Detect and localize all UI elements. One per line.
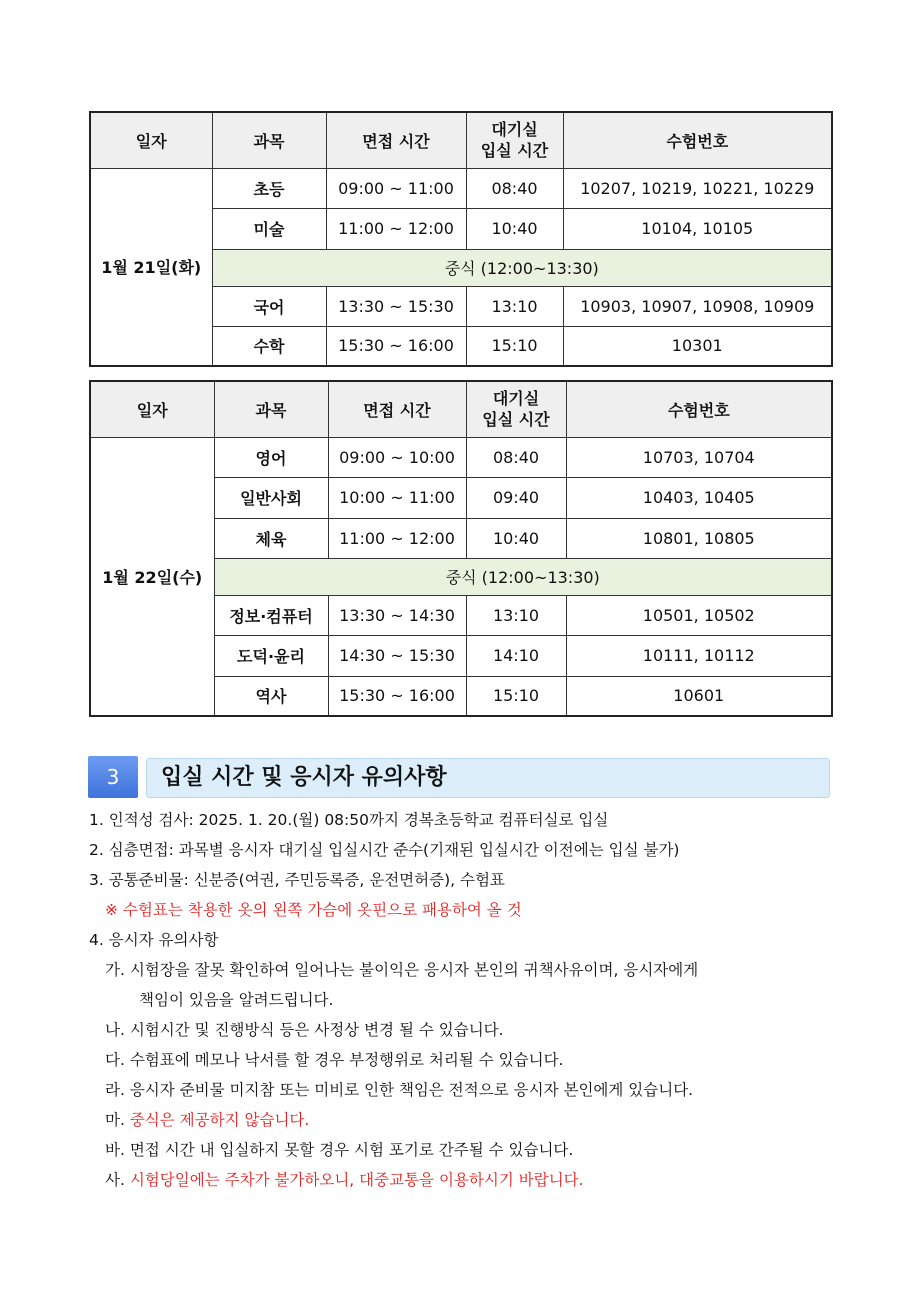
header-wait [466, 381, 566, 437]
ids-cell: 10501, 10502 [566, 595, 832, 635]
time-cell: 14:30 ~ 15:30 [328, 635, 466, 676]
ids-cell: 10403, 10405 [566, 477, 832, 518]
header-ids: 수험번호 [566, 381, 832, 437]
note-2: 2. 심층면접: 과목별 응시자 대기실 입실시간 준수(기재된 입실시간 이전에는 입실 불가) [89, 841, 680, 859]
header-date: 일자 [90, 112, 212, 168]
subject-cell: 정보·컴퓨터 [214, 595, 328, 635]
ids-cell: 10801, 10805 [566, 518, 832, 558]
time-cell: 09:00 ~ 11:00 [326, 168, 466, 208]
ids-cell: 10903, 10907, 10908, 10909 [563, 286, 832, 326]
subject-cell: 체육 [214, 518, 328, 558]
entry-cell: 13:10 [466, 286, 563, 326]
header-subject: 과목 [214, 381, 328, 437]
note-4-da: 다. 수험표에 메모나 낙서를 할 경우 부정행위로 처리될 수 있습니다. [105, 1051, 564, 1069]
time-cell: 13:30 ~ 15:30 [326, 286, 466, 326]
header-wait-line2: 입실 시간 [482, 410, 550, 430]
subject-cell: 미술 [212, 208, 326, 249]
table-row [90, 437, 832, 477]
time-cell: 09:00 ~ 10:00 [328, 437, 466, 477]
header-wait-line2: 입실 시간 [480, 141, 549, 161]
note-4-ma [89, 1105, 849, 1135]
header-time: 면접 시간 [326, 112, 466, 168]
date-cell: 1월 22일(수) [90, 437, 214, 716]
time-cell: 11:00 ~ 12:00 [328, 518, 466, 558]
note-3-warning: ※ 수험표는 착용한 옷의 왼쪽 가슴에 옷핀으로 패용하여 올 것 [105, 901, 522, 919]
subject-cell: 국어 [212, 286, 326, 326]
note-4-sa-text: 시험당일에는 주차가 불가하오니, 대중교통을 이용하시기 바랍니다. [129, 1171, 584, 1189]
header-ids: 수험번호 [563, 112, 832, 168]
subject-cell: 초등 [212, 168, 326, 208]
section-header [88, 756, 830, 798]
table-row [90, 168, 832, 208]
time-cell: 13:30 ~ 14:30 [328, 595, 466, 635]
entry-cell: 09:40 [466, 477, 566, 518]
entry-cell: 13:10 [466, 595, 566, 635]
note-4-sa [89, 1165, 849, 1195]
subject-cell: 도덕·윤리 [214, 635, 328, 676]
header-subject: 과목 [212, 112, 326, 168]
entry-cell: 08:40 [466, 168, 563, 208]
ids-cell: 10207, 10219, 10221, 10229 [563, 168, 832, 208]
ids-cell: 10601 [566, 676, 832, 716]
entry-cell: 10:40 [466, 518, 566, 558]
note-4-ba: 바. 면접 시간 내 입실하지 못할 경우 시험 포기로 간주될 수 있습니다. [105, 1141, 574, 1159]
date-cell: 1월 21일(화) [90, 168, 212, 366]
time-cell: 10:00 ~ 11:00 [328, 477, 466, 518]
entry-cell: 10:40 [466, 208, 563, 249]
time-cell: 15:30 ~ 16:00 [328, 676, 466, 716]
note-4-ga: 가. 시험장을 잘못 확인하여 일어나는 불이익은 응시자 본인의 귀책사유이며, 응시자에게 [105, 961, 699, 979]
entry-cell: 15:10 [466, 676, 566, 716]
section-title: 입실 시간 및 응시자 유의사항 [161, 765, 447, 790]
lunch-cell: 중식 (12:00~13:30) [212, 249, 832, 286]
note-1: 1. 인적성 검사: 2025. 1. 20.(월) 08:50까지 경복초등학교 컴퓨터실로 입실 [89, 811, 609, 829]
ids-cell: 10301 [563, 326, 832, 366]
header-wait-line1: 대기실 [492, 389, 540, 409]
ids-cell: 10104, 10105 [563, 208, 832, 249]
schedule-table-day1 [89, 111, 833, 367]
time-cell: 15:30 ~ 16:00 [326, 326, 466, 366]
time-cell: 11:00 ~ 12:00 [326, 208, 466, 249]
note-4-ma-text: 중식은 제공하지 않습니다. [129, 1111, 310, 1129]
notes-list [89, 805, 849, 1195]
table-header-row [90, 112, 832, 168]
note-4-na: 나. 시험시간 및 진행방식 등은 사정상 변경 될 수 있습니다. [105, 1021, 504, 1039]
subject-cell: 역사 [214, 676, 328, 716]
schedule-table-day2 [89, 380, 833, 717]
ids-cell: 10111, 10112 [566, 635, 832, 676]
entry-cell: 14:10 [466, 635, 566, 676]
entry-cell: 15:10 [466, 326, 563, 366]
ids-cell: 10703, 10704 [566, 437, 832, 477]
section-number: 3 [88, 756, 138, 798]
note-4-ma-prefix: 마. [105, 1111, 130, 1129]
header-date: 일자 [90, 381, 214, 437]
subject-cell: 일반사회 [214, 477, 328, 518]
note-3: 3. 공통준비물: 신분증(여권, 주민등록증, 운전면허증), 수험표 [89, 871, 505, 889]
section-title-bar [146, 758, 830, 798]
entry-cell: 08:40 [466, 437, 566, 477]
subject-cell: 영어 [214, 437, 328, 477]
note-4-ga-cont: 책임이 있음을 알려드립니다. [139, 991, 334, 1009]
lunch-cell: 중식 (12:00~13:30) [214, 558, 832, 595]
subject-cell: 수학 [212, 326, 326, 366]
header-time: 면접 시간 [328, 381, 466, 437]
note-4: 4. 응시자 유의사항 [89, 931, 219, 949]
header-wait-line1: 대기실 [491, 120, 538, 140]
note-4-ra: 라. 응시자 준비물 미지참 또는 미비로 인한 책임은 전적으로 응시자 본인에게 있습니다. [105, 1081, 694, 1099]
header-wait [466, 112, 563, 168]
note-4-sa-prefix: 사. [105, 1171, 130, 1189]
table-header-row [90, 381, 832, 437]
